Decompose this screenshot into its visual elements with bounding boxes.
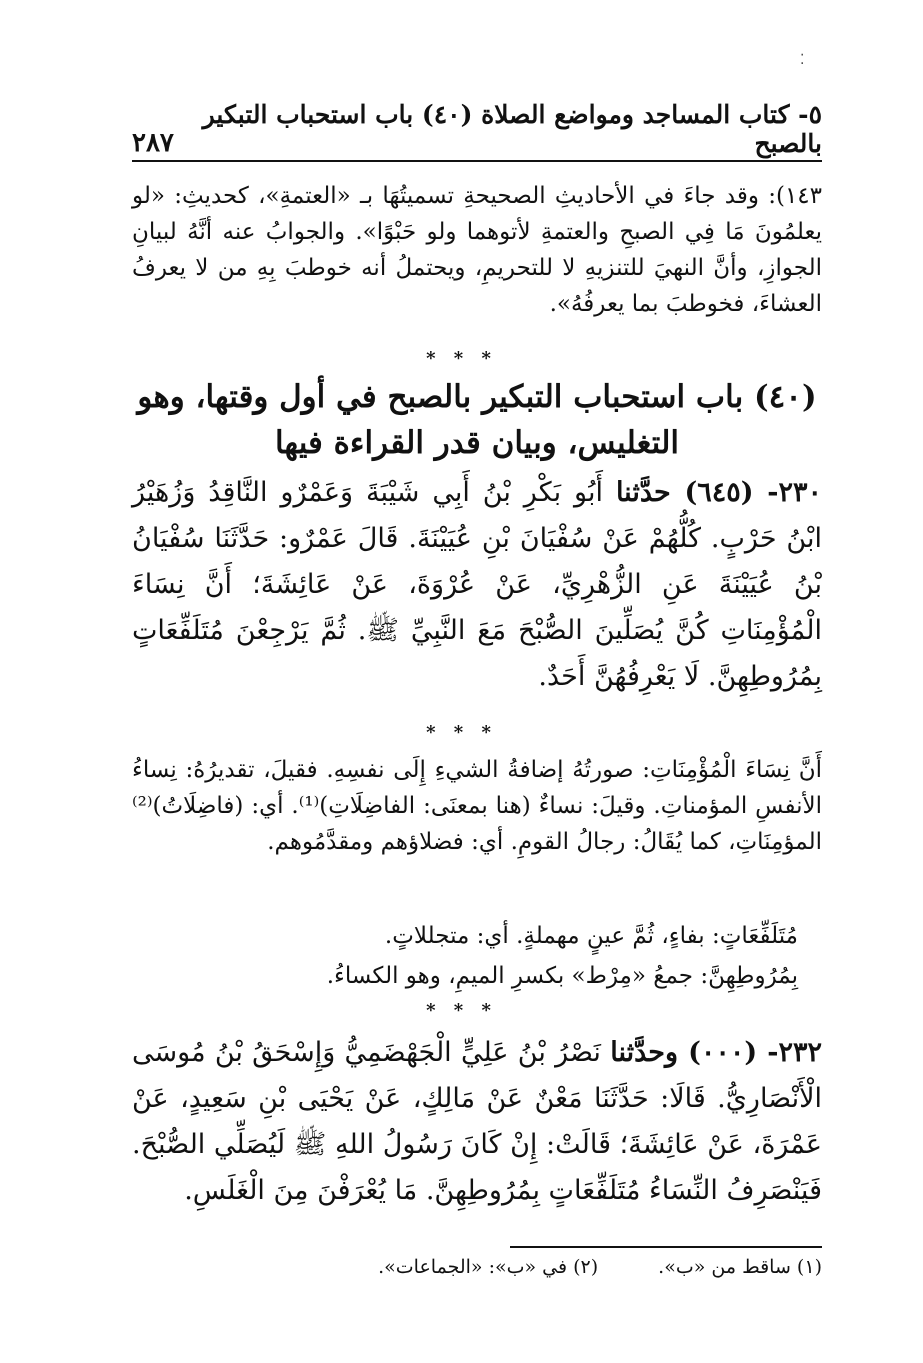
commentary-line: مُتَلَفِّعَاتٍ: بفاءٍ، ثُمَّ عينٍ مهملةٍ. أي: متجللاتٍ. bbox=[384, 923, 798, 949]
hadith-number: ٢٣٠- (٦٤٥) حدَّثنا bbox=[615, 477, 822, 508]
hadith-text: أَبُو بَكْرِ بْنُ أَبِي شَيْبَةَ وَعَمْرٌو النَّاقِدُ وَزُهَيْرُ ابْنُ حَرْبٍ. كُلُّهُمْ عَنْ سُفْيَانَ بْنِ عُيَيْنَةَ. قَالَ عَمْرٌو: حَدَّثَنَا سُفْيَانُ بْنُ عُيَيْنَةَ عَنِ الزُّهْرِيِّ، عَنْ عُرْوَةَ، عَنْ عَائِشَةَ؛ أَنَّ نِسَاءَ الْمُؤْمِنَاتِ كُنَّ يُصَلِّينَ الصُّبْحَ مَعَ النَّبِيِّ ﷺ. ثُمَّ يَرْجِعْنَ مُتَلَفِّعَاتٍ بِمُرُوطِهِنَّ. لَا يَعْرِفُهُنَّ أَحَدٌ. bbox=[132, 477, 822, 692]
commentary-line: بِمُرُوطِهِنَّ: جمعُ «مِرْط» بكسرِ الميمِ، وهو الكساءُ. bbox=[326, 963, 798, 989]
section-separator: * * * bbox=[426, 1000, 497, 1021]
section-separator: * * * bbox=[426, 348, 497, 369]
hadith-232 bbox=[132, 1030, 822, 1214]
header-rule bbox=[132, 160, 822, 162]
hadith-text: نَصْرُ بْنُ عَلِيٍّ الْجَهْضَمِيُّ وَإِسْحَقُ بْنُ مُوسَى الْأَنْصَارِيُّ. قَالَا: حَدَّثَنَا مَعْنٌ عَنْ مَالِكٍ، عَنْ يَحْيَى بْنِ سَعِيدٍ، عَنْ عَمْرَةَ، عَنْ عَائِشَةَ؛ قَالَتْ: إِنْ كَانَ رَسُولُ اللهِ ﷺ لَيُصَلِّي الصُّبْحَ. فَيَنْصَرِفُ النِّسَاءُ مُتَلَفِّعَاتٍ بِمُرُوطِهِنَّ. مَا يُعْرَفْنَ مِنَ الْغَلَسِ. bbox=[132, 1037, 822, 1206]
footnote-rule bbox=[510, 1246, 822, 1248]
section-separator: * * * bbox=[426, 722, 497, 743]
scan-speck: ⁚ bbox=[800, 52, 805, 68]
footnote-2: (٢) في «ب»: «الجماعات». bbox=[378, 1256, 599, 1278]
hadith-number: ٢٣٢- (٠٠٠) وحدَّثنا bbox=[610, 1037, 823, 1068]
chapter-title-line-1: (٤٠) باب استحباب التبكير بالصبح في أول وقتها، وهو bbox=[137, 379, 817, 415]
footnote-1: (١) ساقط من «ب». bbox=[658, 1256, 822, 1278]
running-head-title: ٥- كتاب المساجد ومواضع الصلاة (٤٠) باب استحباب التبكير بالصبح bbox=[202, 100, 822, 158]
commentary-continued: ١٤٣): وقد جاءَ في الأحاديثِ الصحيحةِ تسميتُهَا بـ «العتمةِ»، كحديثِ: «لو يعلمُونَ مَا فِي الصبحِ والعتمةِ لأتوهما ولو حَبْوًا». والجوابُ عنه أنَّهُ لبيانِ الجوازِ، وأنَّ النهيَ للتنزيهِ لا للتحريمِ، ويحتملُ أنه خوطبَ بِهِ من لا يعرفُ العشاءَ، فخوطبَ بما يعرفُهُ». bbox=[132, 183, 822, 317]
commentary-paragraph: أَنَّ نِسَاءَ الْمُؤْمِنَاتِ: صورتُهُ إضافةُ الشيءِ إِلَى نفسِهِ. فقيلَ، تقديرُهُ: نِساءُ الأنفسِ المؤمناتِ. وقيلَ: نساءٌ (هنا بمعنَى: الفاضِلَاتِ)⁽¹⁾. أي: (فاضِلَاتُ)⁽²⁾ المؤمِنَاتِ، كما يُقَالُ: رجالُ القومِ. أي: فضلاؤهم ومقدَّمُوهم. bbox=[132, 757, 822, 855]
hadith-230 bbox=[132, 470, 822, 700]
running-head bbox=[132, 100, 822, 158]
page-number: ٢٨٧ bbox=[132, 128, 174, 158]
footnotes bbox=[132, 1256, 822, 1278]
chapter-title-line-2: التغليس، وبيان قدر القراءة فيها bbox=[274, 425, 680, 461]
